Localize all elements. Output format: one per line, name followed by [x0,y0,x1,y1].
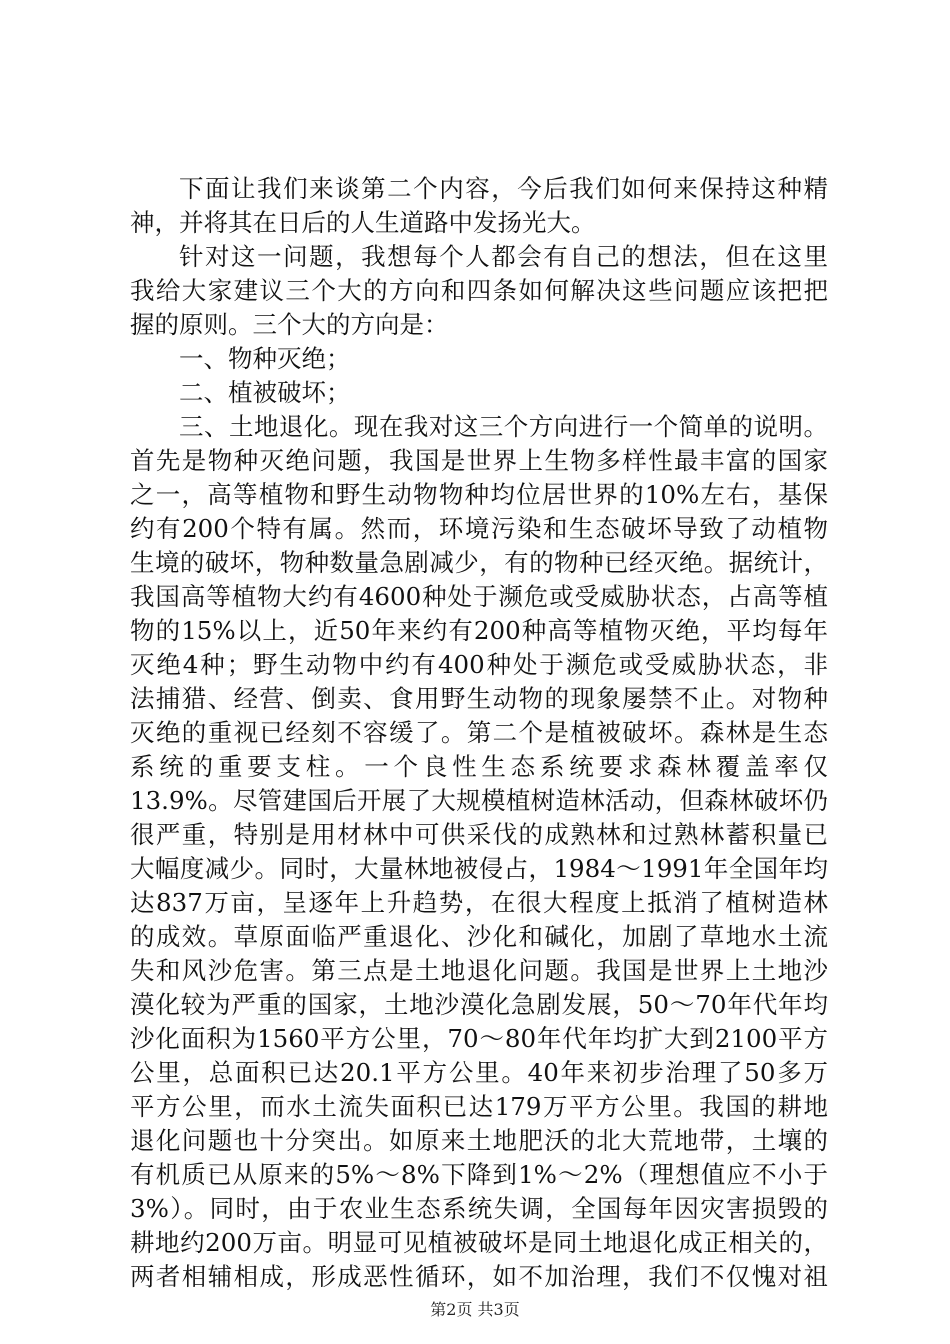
text-line: 大幅度减少。同时，大量林地被侵占，1984～1991年全国年均 [130,854,828,883]
page-number-label: 第2页 共3页 [430,1300,520,1319]
text-line: 退化问题也十分突出。如原来土地肥沃的北大荒地带，土壤的 [130,1126,828,1155]
text-line: 神，并将其在日后的人生道路中发扬光大。 [130,208,596,237]
text-line: 约有200个特有属。然而，环境污染和生态破坏导致了动植物 [130,514,828,543]
text-line: 三、土地退化。现在我对这三个方向进行一个简单的说明。 [179,412,828,441]
text-line: 失和风沙危害。第三点是土地退化问题。我国是世界上土地沙 [130,956,828,985]
text-line: 法捕猎、经营、倒卖、食用野生动物的现象屡禁不止。对物种 [130,684,828,713]
text-line: 我国高等植物大约有4600种处于濒危或受威胁状态，占高等植 [130,582,828,611]
text-line: 达837万亩，呈逐年上升趋势，在很大程度上抵消了植树造林 [130,888,828,917]
text-line: 很严重，特别是用材林中可供采伐的成熟林和过熟林蓄积量已 [130,820,828,849]
text-line: 两者相辅相成，形成恶性循环，如不加治理，我们不仅愧对祖 [130,1262,828,1291]
text-line: 沙化面积为1560平方公里，70～80年代年均扩大到2100平方 [130,1024,828,1053]
text-line: 灭绝的重视已经刻不容缓了。第二个是植被破坏。森林是生态 [130,718,828,747]
text-line: 物的15%以上，近50年来约有200种高等植物灭绝，平均每年 [130,616,828,645]
text-line: 有机质已从原来的5%～8%下降到1%～2%（理想值应不小于 [130,1160,828,1189]
text-line: 平方公里，而水土流失面积已达179万平方公里。我国的耕地 [130,1092,828,1121]
text-line: 下面让我们来谈第二个内容，今后我们如何来保持这种精 [179,174,828,203]
text-line: 公里，总面积已达20.1平方公里。40年来初步治理了50多万 [130,1058,828,1087]
text-line: 耕地约200万亩。明显可见植被破坏是同土地退化成正相关的， [130,1228,828,1257]
text-line: 握的原则。三个大的方向是： [130,310,449,339]
text-line: 针对这一问题，我想每个人都会有自己的想法，但在这里 [179,242,828,271]
text-line: 系统的重要支柱。一个良性生态系统要求森林覆盖率仅 [130,752,828,781]
text-line: 漠化较为严重的国家，土地沙漠化急剧发展，50～70年代年均 [130,990,828,1019]
page-footer [0,1300,950,1320]
text-line: 的成效。草原面临严重退化、沙化和碱化，加剧了草地水土流 [130,922,828,951]
text-line: 首先是物种灭绝问题，我国是世界上生物多样性最丰富的国家 [130,446,828,475]
text-line: 一、物种灭绝； [179,344,351,373]
text-line: 我给大家建议三个大的方向和四条如何解决这些问题应该把把 [130,276,828,305]
text-line: 生境的破坏，物种数量急剧减少，有的物种已经灭绝。据统计， [130,548,828,577]
text-line: 3%）。同时，由于农业生态系统失调，全国每年因灾害损毁的 [130,1194,828,1223]
text-line: 灭绝4种；野生动物中约有400种处于濒危或受威胁状态，非 [130,650,828,679]
document-body [130,172,828,1294]
text-line: 13.9%。尽管建国后开展了大规模植树造林活动，但森林破坏仍 [130,786,828,815]
text-line: 二、植被破坏； [179,378,351,407]
text-line: 之一，高等植物和野生动物物种均位居世界的10%左右，基保 [130,480,828,509]
